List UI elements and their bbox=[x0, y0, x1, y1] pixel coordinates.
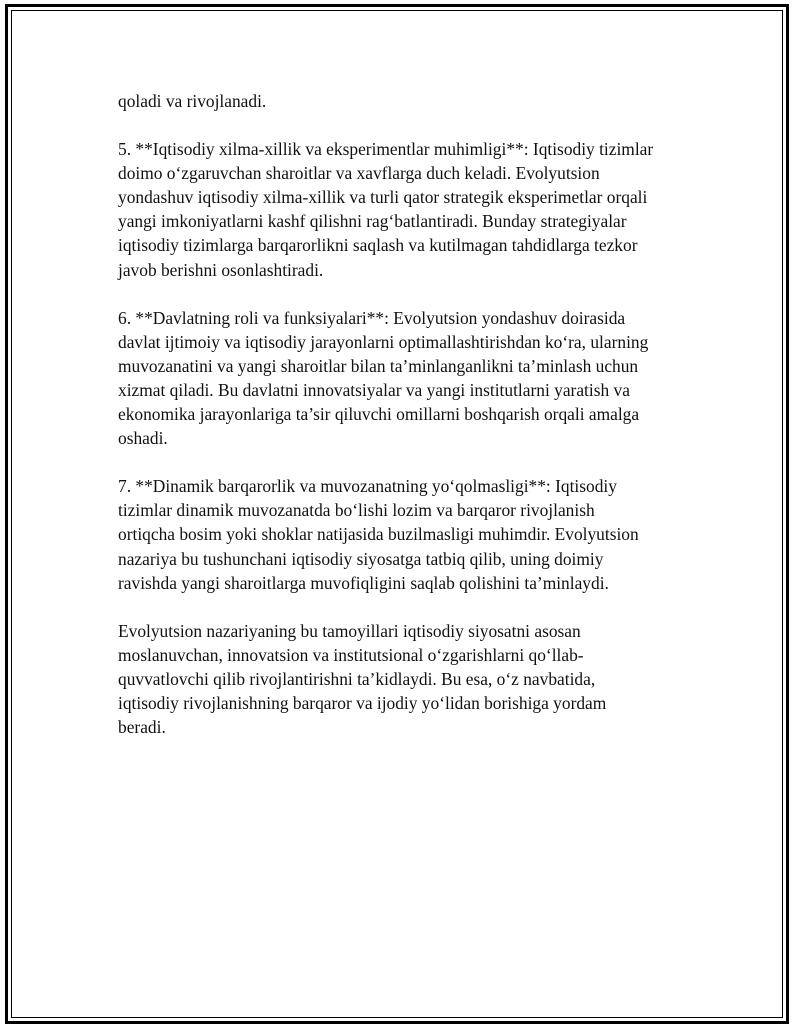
paragraph-point-6: 6. **Davlatning roli va funksiyalari**: Evolyutsion yondashuv doirasida davlat ijtimoiy va iqtisodiy jarayonlarni optimallashtirishdan ko‘ra, ularning muvozanatini va yangi sharoitlar bilan ta’minlanganlikni ta’minlash uchun xizmat qiladi. Bu davlatni innovatsiyalar va yangi institutlarni yaratish va ekonomika jarayonlariga ta’sir qiluvchi omillarni boshqarish orqali amalga oshadi. bbox=[118, 307, 649, 449]
paragraph-point-7: 7. **Dinamik barqarorlik va muvozanatning yo‘qolmasligi**: Iqtisodiy tizimlar dinamik muvozanatda bo‘lishi lozim va barqaror rivojlanish ortiqcha bosim yoki shoklar natijasida buzilmasligi muhimdir. Evolyutsion nazariya bu tushunchani iqtisodiy siyosatga tatbiq qilib, uning doimiy ravishda yangi sharoitlarga muvofiqligini saqlab qolishini ta’minlaydi. bbox=[118, 476, 639, 593]
paragraph-point-5: 5. **Iqtisodiy xilma-xillik va eksperimentlar muhimligi**: Iqtisodiy tizimlar doimo o‘zgaruvchan sharoitlar va xavflarga duch keladi. Evolyutsion yondashuv iqtisodiy xilma-xillik va turli qator strategik eksperimetlar orqali yangi imkoniyatlarni kashf qilishni rag‘batlantiradi. Bunday strategiyalar iqtisodiy tizimlarga barqarorlikni saqlash va kutilmagan tahdidlarga tezkor javob berishni osonlashtiradi. bbox=[118, 139, 654, 280]
paragraph-continuation: qoladi va rivojlanadi. bbox=[118, 91, 267, 111]
document-body bbox=[118, 89, 698, 763]
paragraph-conclusion: Evolyutsion nazariyaning bu tamoyillari iqtisodiy siyosatni asosan moslanuvchan, innovatsion va institutsional o‘zgarishlarni qo‘llab- quvvatlovchi qilib rivojlantirishni ta’kidlaydi. Bu esa, o‘z navbatida, iqtisodiy rivojlanishning barqaror va ijodiy yo‘lidan borishiga yordam beradi. bbox=[118, 620, 607, 738]
